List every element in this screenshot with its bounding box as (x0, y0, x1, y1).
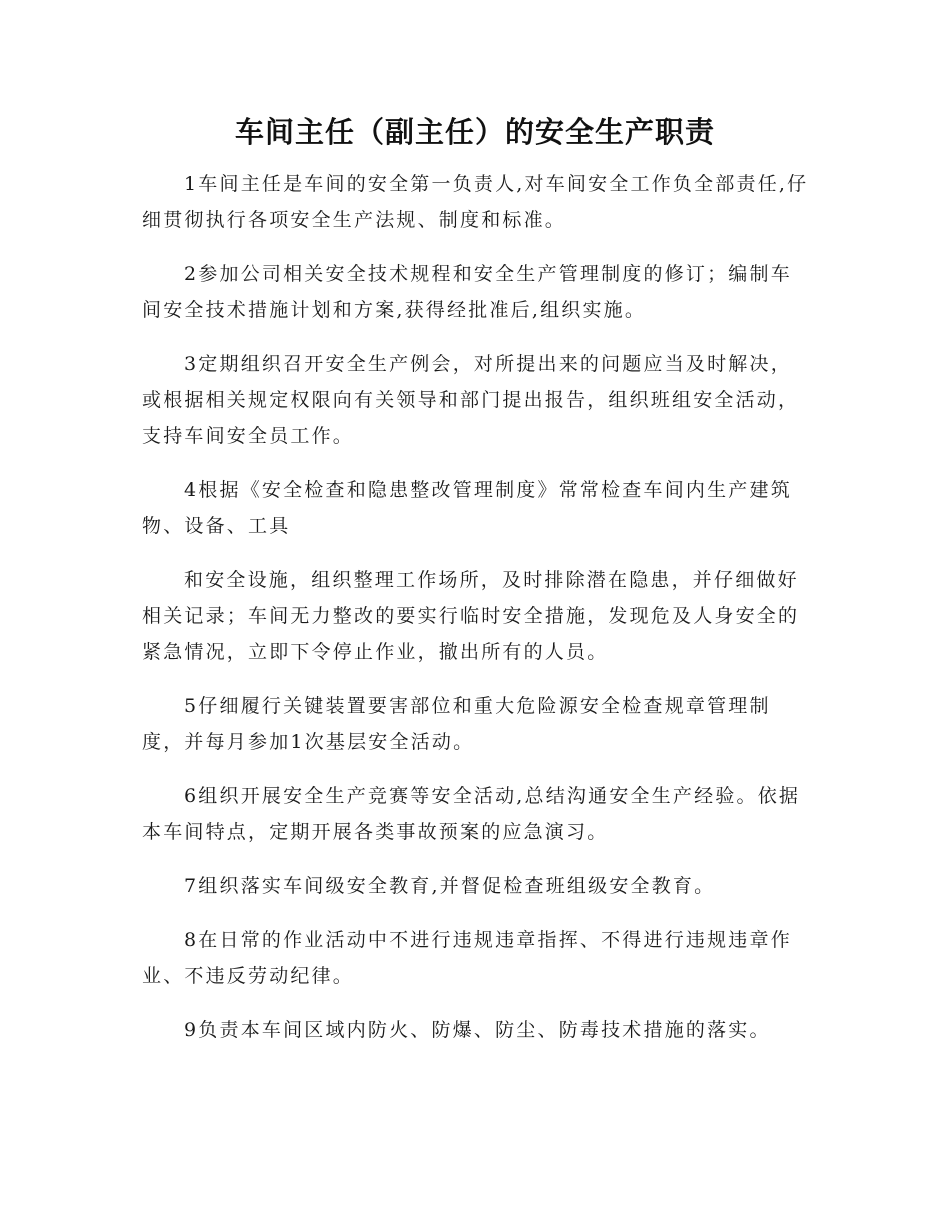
paragraph-1: 1车间主任是车间的安全第一负责人,对车间安全工作负全部责任,仔细贯彻执行各项安全生产法规、制度和标准。 (142, 173, 809, 231)
paragraph-6: 6组织开展安全生产竞赛等安全活动,总结沟通安全生产经验。依据本车间特点，定期开展各类事故预案的应急演习。 (142, 785, 801, 843)
paragraph-5: 5仔细履行关键装置要害部位和重大危险源安全检查规章管理制度，并每月参加1次基层安全活动。 (142, 695, 771, 753)
paragraph-2: 2参加公司相关安全技术规程和安全生产管理制度的修订；编制车间安全技术措施计划和方案,获得经批准后,组织实施。 (142, 263, 792, 321)
paragraph-9: 9负责本车间区域内防火、防爆、防尘、防毒技术措施的落实。 (184, 1019, 771, 1041)
paragraph-7: 7组织落实车间级安全教育,并督促检查班组级安全教育。 (184, 875, 716, 897)
document-title: 车间主任（副主任）的安全生产职责 (234, 115, 715, 149)
paragraph-4-continued: 和安全设施，组织整理工作场所，及时排除潜在隐患，并仔细做好相关记录；车间无力整改的要实行临时安全措施，发现危及人身安全的紧急情况，立即下令停止作业，撤出所有的人员。 (142, 569, 800, 663)
paragraph-4: 4根据《安全检查和隐患整改管理制度》常常检查车间内生产建筑物、设备、工具 (142, 479, 792, 537)
paragraph-3: 3定期组织召开安全生产例会，对所提出来的问题应当及时解决，或根据相关规定权限向有关领导和部门提出报告，组织班组安全活动，支持车间安全员工作。 (142, 353, 800, 447)
paragraph-8: 8在日常的作业活动中不进行违规违章指挥、不得进行违规违章作业、不违反劳动纪律。 (142, 929, 792, 987)
